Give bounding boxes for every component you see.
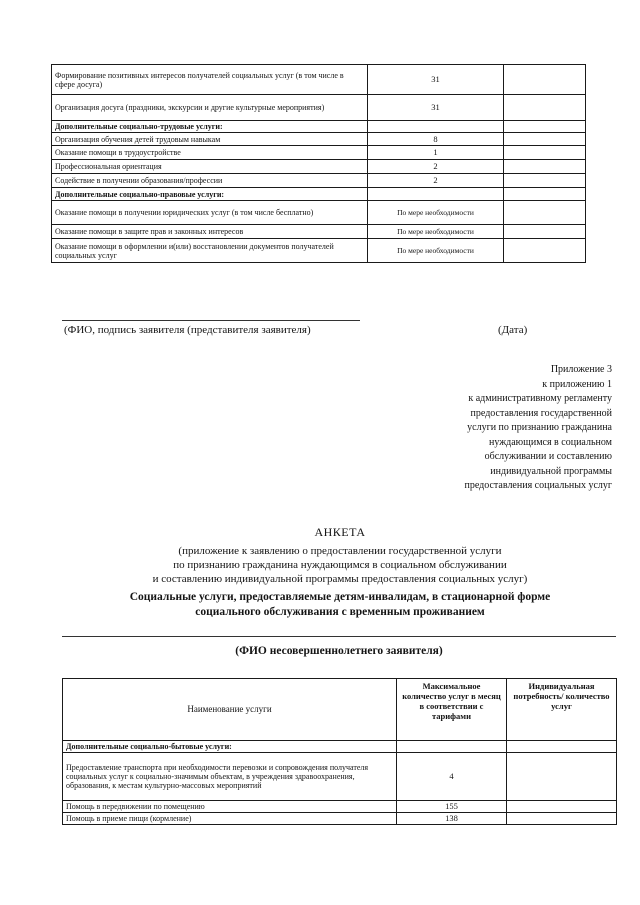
services-table-2 [62,678,617,825]
service-qty: 2 [368,160,504,174]
service-qty: По мере необходимости [368,201,504,225]
service-need [504,239,586,263]
table-row [52,133,586,146]
fio-label: (ФИО несовершеннолетнего заявителя) [235,645,443,657]
service-name: Профессиональная ориентация [52,160,368,174]
service-name: Организация обучения детей трудовым навыкам [52,133,368,146]
service-name: Оказание помощи в получении юридических услуг (в том числе бесплатно) [52,201,368,225]
table-row [63,753,617,801]
document-title: АНКЕТА [314,525,366,539]
header-max-qty: Максимальное количество услуг в месяц в соответствии с тарифами [397,679,507,741]
table-section-row [63,741,617,753]
service-name: Оказание помощи в оформлении и(или) восстановлении документов получателей социальных услуг [52,239,368,263]
subtitle-line: (приложение к заявлению о предоставлении государственной услуги [178,545,502,557]
service-name: Предоставление транспорта при необходимости перевозки и сопровождения получателя социальных услуг к социально-значимым объектам, в учреждения здравоохранения, образования, к местам культурно-массовых мероприятий [63,753,397,801]
heading-line: Социальные услуги, предоставляемые детям-инвалидам, в стационарной форме [129,591,551,603]
section-title: Дополнительные социально-правовые услуги: [52,188,368,201]
appendix-line: предоставления государственной [470,407,612,419]
service-qty: 31 [368,95,504,121]
service-need [504,160,586,174]
service-need [507,813,617,825]
subtitle-line: и составлению индивидуальной программы предоставления социальных услуг) [152,573,528,585]
subtitle-line: по признанию гражданина нуждающимся в социальном обслуживании [173,559,507,571]
service-qty [397,741,507,753]
service-qty: 2 [368,174,504,188]
table-row [52,160,586,174]
service-name: Содействие в получении образования/профессии [52,174,368,188]
service-name: Оказание помощи в трудоустройстве [52,146,368,160]
service-need [504,146,586,160]
section-title: Дополнительные социально-бытовые услуги: [63,741,397,753]
table-row [63,801,617,813]
table-row [52,95,586,121]
service-need [504,201,586,225]
appendix-line: индивидуальной программы [490,465,612,477]
header-service-name: Наименование услуги [63,679,397,741]
document-subtitle [40,544,640,586]
table-row [52,225,586,239]
service-qty: 8 [368,133,504,146]
service-need [504,174,586,188]
service-qty [368,188,504,201]
service-qty: 31 [368,65,504,95]
service-need [507,753,617,801]
service-need [504,65,586,95]
service-qty: По мере необходимости [368,225,504,239]
service-qty: 138 [397,813,507,825]
signature-line [62,320,360,321]
table-row [52,239,586,263]
service-need [507,741,617,753]
appendix-note [392,363,612,494]
service-name: Формирование позитивных интересов получателей социальных услуг (в том числе в сфере досуга) [52,65,368,95]
table-row [52,65,586,95]
appendix-line: Приложение 3 [550,364,612,375]
service-qty: 1 [368,146,504,160]
table-row [63,813,617,825]
service-qty [368,121,504,133]
appendix-line: предоставления социальных услуг [464,480,612,491]
service-need [504,121,586,133]
service-need [504,225,586,239]
table-row [52,174,586,188]
signature-label: (ФИО, подпись заявителя (представителя заявителя) [64,324,311,336]
service-name: Оказание помощи в защите прав и законных интересов [52,225,368,239]
header-need: Индивидуальная потребность/ количество услуг [507,679,617,741]
heading-line: социального обслуживания с временным проживанием [195,606,485,618]
service-need [504,133,586,146]
service-need [507,801,617,813]
appendix-line: к приложению 1 [542,378,612,390]
section-heading [40,590,640,620]
service-qty: 155 [397,801,507,813]
appendix-line: нуждающимся в социальном [489,436,612,448]
table-header-row [63,679,617,741]
appendix-line: услуги по признанию гражданина [467,422,612,433]
table-row [52,201,586,225]
service-name: Помощь в передвижении по помещению [63,801,397,813]
table-row [52,146,586,160]
section-title: Дополнительные социально-трудовые услуги: [52,121,368,133]
appendix-line: к административному регламенту [468,393,612,404]
service-need [504,188,586,201]
appendix-line: обслуживании и составлению [484,451,612,462]
service-name: Помощь в приеме пищи (кормление) [63,813,397,825]
service-qty: По мере необходимости [368,239,504,263]
services-table-1 [51,64,586,263]
table-section-row [52,121,586,133]
fio-line [62,636,616,637]
service-need [504,95,586,121]
table-section-row [52,188,586,201]
date-label: (Дата) [498,324,528,336]
service-name: Организация досуга (праздники, экскурсии и другие культурные мероприятия) [52,95,368,121]
service-qty: 4 [397,753,507,801]
